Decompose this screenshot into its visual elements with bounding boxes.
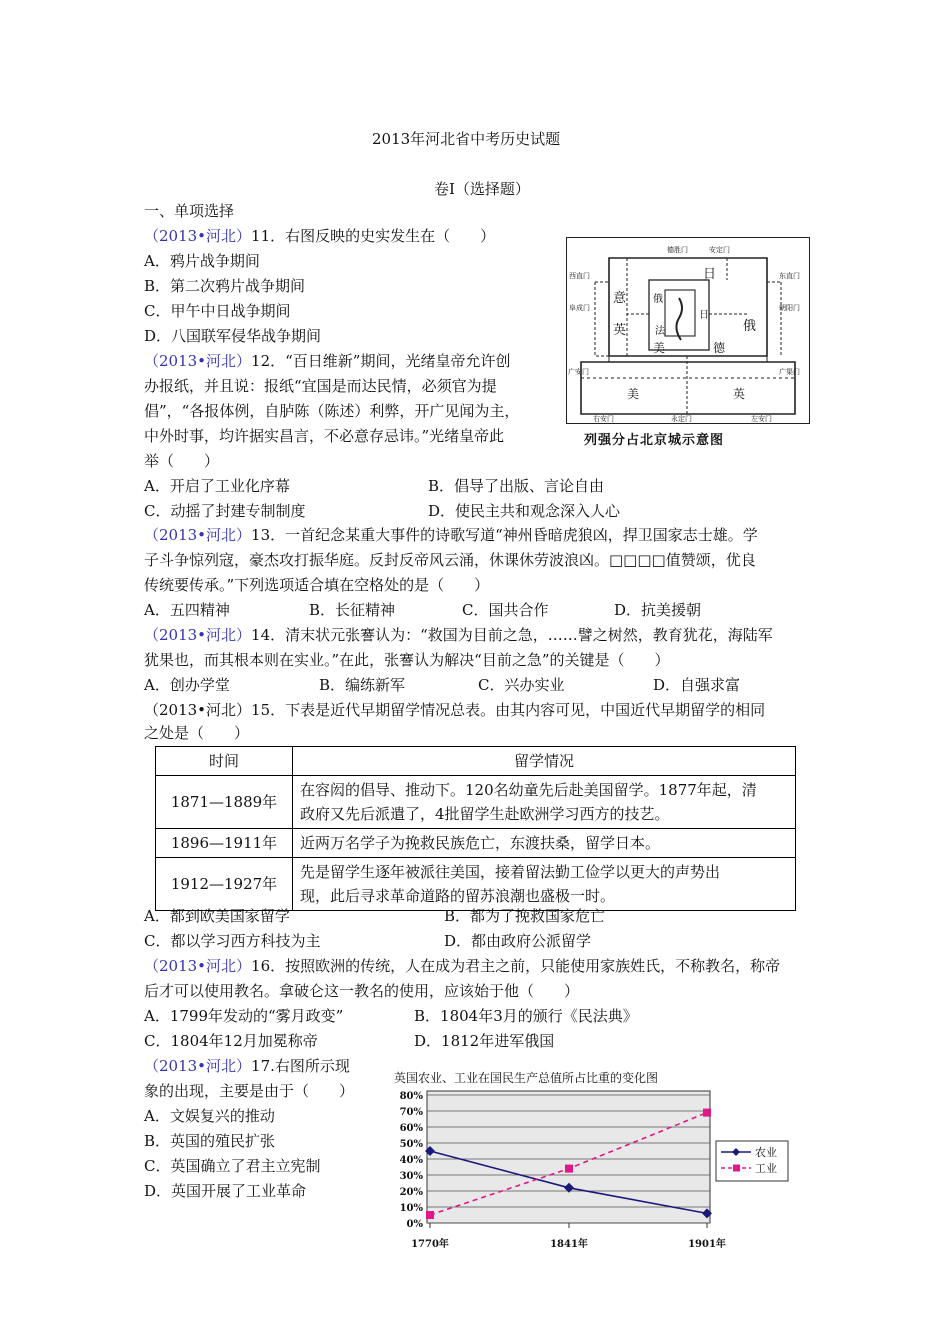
q15-source: （2013•河北） xyxy=(144,701,252,719)
x-tick-label: 1841年 xyxy=(550,1239,588,1250)
q13-option-c: C．国共合作 xyxy=(462,601,549,619)
q13-line-2: 子斗争惊列寇，豪杰攻打振华庭。反封反帝风云涌，休课休劳波浪凶。□□□□值赞颂，优良 xyxy=(144,551,756,569)
doc-title: 2013年河北省中考历史试题 xyxy=(372,130,561,148)
y-tick-label: 20% xyxy=(399,1187,423,1198)
q12-line-4: 中外时事，均许据实昌言，不必意存忌讳。”光绪皇帝此 xyxy=(144,427,505,445)
y-tick-label: 40% xyxy=(399,1155,423,1166)
q13-option-d: D．抗美援朝 xyxy=(614,601,702,619)
x-tick-label: 1901年 xyxy=(688,1239,726,1250)
table-cell-situation xyxy=(293,829,796,858)
q11-stem xyxy=(144,225,495,247)
legend-label: 工业 xyxy=(755,1162,777,1175)
q11-stem-text: 11．右图反映的史实发生在（ ） xyxy=(251,227,496,245)
q17-option-b: B．英国的殖民扩张 xyxy=(144,1132,276,1150)
gate-xizhimen: 西直门 xyxy=(569,272,590,280)
q15-option-d: D．都由政府公派留学 xyxy=(444,932,592,950)
q17-line-1-text: 17.右图所示现 xyxy=(251,1057,350,1075)
x-tick-label: 1770年 xyxy=(411,1239,449,1250)
q17-line-2: 象的出现，主要是由于（ ） xyxy=(144,1082,355,1100)
y-tick-label: 80% xyxy=(399,1091,423,1102)
table-header-situation: 留学情况 xyxy=(293,747,796,776)
y-tick-label: 10% xyxy=(399,1203,423,1214)
gate-chaoyangmen: 朝阳门 xyxy=(779,304,800,312)
q11-option-a: A．鸦片战争期间 xyxy=(144,252,260,270)
q12-line-1-text: 12．“百日维新”期间，光绪皇帝允许创 xyxy=(251,352,511,370)
map-label-france: 法 xyxy=(655,326,665,337)
gate-deshengmen: 德胜门 xyxy=(667,246,688,254)
q16-option-c: C．1804年12月加冕称帝 xyxy=(144,1032,318,1050)
table-cell-situation xyxy=(293,858,796,911)
q11-option-d: D．八国联军侵华战争期间 xyxy=(144,327,322,345)
table-row xyxy=(156,776,796,829)
legend-box xyxy=(716,1141,788,1181)
q14-option-a: A．创办学堂 xyxy=(144,676,230,694)
table-cell-period: 1871—1889年 xyxy=(156,776,293,829)
q16-option-a: A．1799年发动的“雾月政变” xyxy=(144,1007,344,1025)
q13-option-a: A．五四精神 xyxy=(144,601,230,619)
section-title: 卷Ⅰ（选择题） xyxy=(434,180,530,198)
q17-line-1 xyxy=(144,1055,350,1077)
q13-source: （2013•河北） xyxy=(144,526,252,544)
q15-line-1 xyxy=(144,699,765,721)
gate-guanganmen: 广安门 xyxy=(568,368,589,376)
q15-option-c: C．都以学习西方科技为主 xyxy=(144,932,321,950)
y-tick-label: 70% xyxy=(399,1107,423,1118)
q14-line-1-text: 14．清末状元张謇认为：“救国为目前之急，……譬之树然，教育犹花，海陆军 xyxy=(251,626,773,644)
q16-source: （2013•河北） xyxy=(144,957,252,975)
table-cell-situation xyxy=(293,776,796,829)
gate-youanmen: 右安门 xyxy=(593,415,614,423)
map-caption: 列强分占北京城示意图 xyxy=(584,433,725,448)
y-tick-label: 60% xyxy=(399,1123,423,1134)
gate-zuoanmen: 左安门 xyxy=(751,415,772,423)
q17-option-c: C．英国确立了君主立宪制 xyxy=(144,1157,321,1175)
map-label-russia-inner: 俄 xyxy=(653,294,663,305)
q12-line-5: 举（ ） xyxy=(144,452,220,470)
q11-option-c: C．甲午中日战争期间 xyxy=(144,302,291,320)
map-label-usa-outer: 美 xyxy=(627,387,640,401)
q16-line-1-text: 16．按照欧洲的传统，人在成为君主之前，只能使用家族姓氏，不称教名，称帝 xyxy=(251,957,781,975)
q14-source: （2013•河北） xyxy=(144,626,252,644)
q12-line-2: 办报纸，并且说：报纸“宜国是而达民情，必须官为提 xyxy=(144,377,497,395)
q17-option-a: A．文娱复兴的推动 xyxy=(144,1107,275,1125)
q14-line-1 xyxy=(144,624,773,646)
q15-option-b: B．都为了挽救国家危亡 xyxy=(444,907,606,925)
data-point-industry xyxy=(426,1211,434,1219)
q13-line-1-text: 13．一首纪念某重大事件的诗歌写道“神州昏暗虎狼凶，捍卫国家志士雄。学 xyxy=(251,526,758,544)
gate-guangqumen: 广渠门 xyxy=(779,368,800,376)
data-point-industry xyxy=(565,1165,573,1173)
map-label-japan: 日 xyxy=(703,267,717,282)
study-abroad-table xyxy=(155,746,796,911)
gate-yongdingmen: 永定门 xyxy=(671,415,692,423)
y-tick-label: 0% xyxy=(406,1219,423,1230)
beijing-map-svg xyxy=(567,238,809,423)
legend-marker xyxy=(733,1165,740,1172)
table-cell-line: 先是留学生逐年被派往美国，接着留法勤工俭学以更大的声势出 xyxy=(300,863,721,881)
agri-industry-line-chart xyxy=(378,1064,798,1254)
y-tick-label: 50% xyxy=(399,1139,423,1150)
q16-line-2: 后才可以使用教名。拿破仑这一教名的使用，应该始于他（ ） xyxy=(144,982,580,1000)
q13-line-1 xyxy=(144,524,758,546)
table-cell-line: 现，此后寻求革命道路的留苏浪潮也盛极一时。 xyxy=(300,887,616,905)
gate-dongzhimen: 东直门 xyxy=(779,272,800,280)
legend-label: 农业 xyxy=(755,1146,777,1159)
q14-option-d: D．自强求富 xyxy=(653,676,741,694)
map-label-japan-inner: 日 xyxy=(699,310,709,321)
table-cell-line: 政府又先后派遣了，4批留学生赴欧洲学习西方的技艺。 xyxy=(300,805,670,823)
q12-option-d: D．使民主共和观念深入人心 xyxy=(428,502,621,520)
q16-option-d: D．1812年进军俄国 xyxy=(414,1032,555,1050)
q16-option-b: B．1804年3月的颁行《民法典》 xyxy=(414,1007,638,1025)
table-row xyxy=(156,858,796,911)
q14-option-c: C．兴办实业 xyxy=(478,676,565,694)
gate-andingmen: 安定门 xyxy=(709,246,730,254)
q17-source: （2013•河北） xyxy=(144,1057,252,1075)
map-label-britain-outer: 英 xyxy=(733,387,746,401)
table-cell-period: 1912—1927年 xyxy=(156,858,293,911)
data-point-industry xyxy=(703,1109,711,1117)
table-cell-period: 1896—1911年 xyxy=(156,829,293,858)
q15-line-1-text: 15．下表是近代早期留学情况总表。由其内容可见，中国近代早期留学的相同 xyxy=(251,701,766,719)
table-cell-line: 近两万名学子为挽救民族危亡，东渡扶桑，留学日本。 xyxy=(300,834,661,852)
q14-option-b: B．编练新军 xyxy=(319,676,406,694)
gate-fuchengmen: 阜成门 xyxy=(569,304,590,312)
q13-line-3: 传统要传承。”下列选项适合填在空格处的是（ ） xyxy=(144,576,490,594)
q11-option-b: B．第二次鸦片战争期间 xyxy=(144,277,306,295)
q17-option-d: D．英国开展了工业革命 xyxy=(144,1182,307,1200)
map-label-russia-east: 俄 xyxy=(743,319,757,334)
beijing-map-figure xyxy=(566,237,810,424)
q12-option-c: C．动摇了封建专制制度 xyxy=(144,502,306,520)
part-title: 一、单项选择 xyxy=(144,202,235,220)
q13-option-b: B．长征精神 xyxy=(309,601,396,619)
q11-source: （2013•河北） xyxy=(144,227,252,245)
q12-source: （2013•河北） xyxy=(144,352,252,370)
q15-option-a: A．都到欧美国家留学 xyxy=(144,907,290,925)
map-label-italy: 意 xyxy=(613,291,627,306)
q12-option-a: A．开启了工业化序幕 xyxy=(144,477,290,495)
table-cell-line: 在容闳的倡导、推动下。120名幼童先后赴美国留学。1877年起，清 xyxy=(300,781,757,799)
y-tick-label: 30% xyxy=(399,1171,423,1182)
table-header-period: 时间 xyxy=(156,747,293,776)
q12-option-b: B．倡导了出版、言论自由 xyxy=(428,477,605,495)
table-row xyxy=(156,829,796,858)
q15-line-2: 之处是（ ） xyxy=(144,724,250,742)
q12-line-3: 倡”，“各报体例，自胪陈（陈述）利弊，开广见闻为主， xyxy=(144,402,520,420)
map-label-britain-inner: 英 xyxy=(613,323,627,338)
table-header-row xyxy=(156,747,796,776)
map-label-usa-inner: 美 xyxy=(653,341,666,355)
q16-line-1 xyxy=(144,955,780,977)
q14-line-2: 犹果也，而其根本则在实业。”在此，张謇认为解决“目前之急”的关键是（ ） xyxy=(144,651,670,669)
q12-line-1 xyxy=(144,350,510,372)
chart-title: 英国农业、工业在国民生产总值所占比重的变化图 xyxy=(394,1071,659,1085)
map-label-germany: 德 xyxy=(713,341,726,355)
